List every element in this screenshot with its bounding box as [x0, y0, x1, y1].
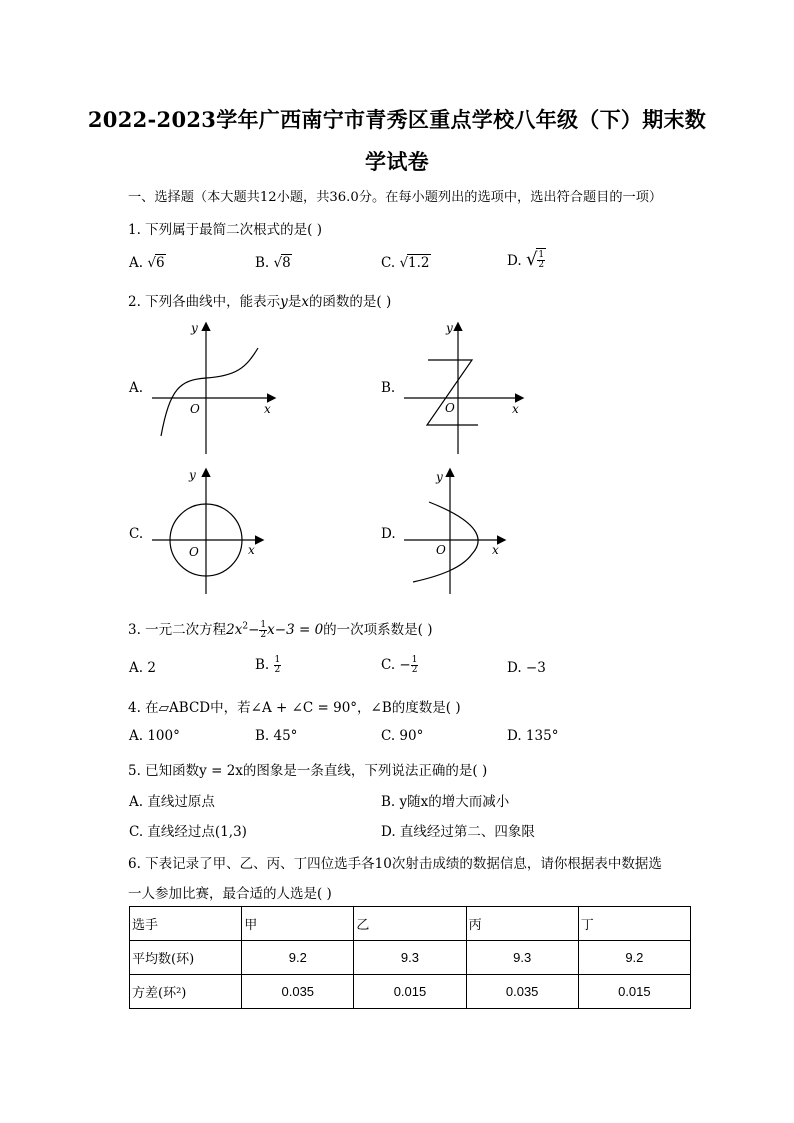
x-label: x — [512, 402, 519, 416]
table-cell: 乙 — [354, 907, 466, 941]
stem-text: 2. 下列各曲线中，能表示 — [128, 294, 281, 310]
question-4-stem: 4. 在▱ABCD中，若∠A + ∠C = 90°，∠B的度数是( ) — [128, 700, 461, 716]
equation-term: 2x — [226, 622, 243, 638]
page-title-line1: 2022-2023学年广西南宁市青秀区重点学校八年级（下）期末数 — [87, 107, 707, 132]
table-cell: 0.015 — [354, 975, 466, 1009]
table-cell: 平均数(环) — [130, 941, 242, 975]
fraction — [274, 656, 282, 675]
fraction-numerator: 1 — [411, 655, 418, 665]
q5-option-a: A. 直线过原点 — [129, 794, 215, 810]
fraction — [259, 621, 267, 640]
origin-label: O — [189, 545, 199, 559]
x-label: x — [264, 402, 271, 416]
sideways-parabola-curve — [413, 502, 478, 582]
graph-c — [148, 464, 278, 599]
table-cell: 丁 — [578, 907, 690, 941]
q3-option-c — [381, 656, 418, 675]
table-row — [130, 975, 691, 1009]
x-label: x — [492, 543, 499, 557]
table-cell: 丙 — [466, 907, 578, 941]
radicand: 8 — [282, 255, 291, 271]
table-cell: 9.3 — [466, 941, 578, 975]
table-cell: 0.035 — [466, 975, 578, 1009]
q1-option-d — [507, 248, 546, 270]
y-label: y — [446, 321, 453, 335]
graph-b — [400, 318, 530, 458]
fraction — [537, 251, 545, 270]
fraction-denominator: 2 — [260, 630, 267, 640]
q4-option-b: B. 45° — [255, 728, 298, 744]
fraction-numerator: 1 — [274, 655, 281, 665]
q1-option-c — [381, 254, 431, 271]
var-x: x — [301, 294, 309, 310]
fraction-numerator: 1 — [538, 249, 545, 260]
question-1-stem: 1. 下列属于最简二次根式的是( ) — [128, 222, 322, 238]
q5-option-b: B. y随x的增大而减小 — [381, 794, 510, 810]
q4-option-a: A. 100° — [129, 728, 180, 744]
option-label: C. — [381, 255, 396, 271]
y-label: y — [189, 468, 196, 482]
q4-option-c: C. 90° — [381, 728, 424, 744]
question-3-stem — [128, 618, 432, 640]
sqrt-expression: √ $\frac{1}{2}$ — [525, 249, 545, 270]
equation-rest: x−3 = 0 — [267, 622, 324, 638]
fraction — [411, 656, 419, 675]
q5-option-c: C. 直线经过点(1,3) — [129, 824, 247, 840]
option-label: B. — [255, 255, 270, 271]
q2-label-c: C. — [129, 526, 144, 542]
fraction-numerator: 1 — [260, 620, 267, 630]
cubic-curve — [161, 348, 258, 436]
q2-label-b: B. — [381, 380, 396, 396]
q3-option-d: D. −3 — [507, 660, 546, 676]
equation-minus: − — [248, 622, 260, 638]
origin-label: O — [190, 402, 200, 416]
var-y: y — [280, 294, 288, 310]
z-shape-curve — [427, 360, 478, 425]
radicand — [536, 248, 546, 270]
q3-option-a: A. 2 — [129, 660, 156, 676]
stem-text: 的一次项系数是( ) — [323, 622, 433, 638]
page-title-line2: 学试卷 — [365, 149, 429, 174]
option-label: C. − — [381, 657, 411, 673]
fraction-denominator: 2 — [411, 665, 418, 675]
section-heading: 一、选择题（本大题共12小题，共36.0分。在每小题列出的选项中，选出符合题目的一项） — [128, 190, 663, 205]
option-label: A. — [129, 255, 144, 271]
q1-option-a — [129, 254, 166, 271]
table-cell: 方差(环²) — [130, 975, 242, 1009]
sqrt-expression: √1.2 — [399, 255, 430, 271]
fraction-denominator: 2 — [274, 665, 281, 675]
table-cell: 9.3 — [354, 941, 466, 975]
stem-text: 是 — [287, 294, 302, 310]
q1-option-b — [255, 254, 292, 271]
table-cell: 9.2 — [242, 941, 354, 975]
q2-label-d: D. — [381, 526, 396, 542]
radicand: 6 — [155, 255, 165, 271]
q4-option-d: D. 135° — [507, 728, 559, 744]
question-6-stem-line2: 一人参加比赛，最合适的人选是( ) — [128, 886, 332, 902]
option-label: B. — [255, 657, 270, 673]
table-cell: 9.2 — [578, 941, 690, 975]
graph-d — [400, 464, 530, 599]
table-cell: 选手 — [130, 907, 242, 941]
x-label: x — [248, 543, 255, 557]
table-cell: 0.015 — [578, 975, 690, 1009]
radicand: 1.2 — [408, 255, 430, 271]
stem-text: 的函数的是( ) — [308, 294, 392, 310]
question-6-stem-line1: 6. 下表记录了甲、乙、丙、丁四位选手各10次射击成绩的数据信息，请你根据表中数据选 — [128, 856, 662, 872]
option-label: D. — [507, 253, 522, 269]
equation-exponent: 2 — [242, 621, 249, 632]
sqrt-expression: √8 — [273, 255, 291, 271]
fraction-denominator: 2 — [538, 259, 545, 270]
q2-label-a: A. — [129, 380, 144, 396]
data-table — [129, 906, 691, 1009]
question-5-stem: 5. 已知函数y = 2x的图象是一条直线，下列说法正确的是( ) — [128, 763, 488, 779]
y-label: y — [191, 321, 198, 335]
sqrt-expression: √6 — [147, 255, 165, 271]
q3-option-b — [255, 656, 281, 675]
q5-option-d: D. 直线经过第二、四象限 — [381, 824, 535, 840]
question-2-stem — [128, 290, 391, 310]
y-label: y — [436, 470, 443, 484]
table-header-row — [130, 907, 691, 941]
table-row — [130, 941, 691, 975]
origin-label: O — [445, 401, 455, 415]
origin-label: O — [436, 543, 446, 557]
graph-a — [148, 318, 283, 458]
table-cell: 甲 — [242, 907, 354, 941]
stem-text: 3. 一元二次方程 — [128, 622, 227, 638]
table-cell: 0.035 — [242, 975, 354, 1009]
